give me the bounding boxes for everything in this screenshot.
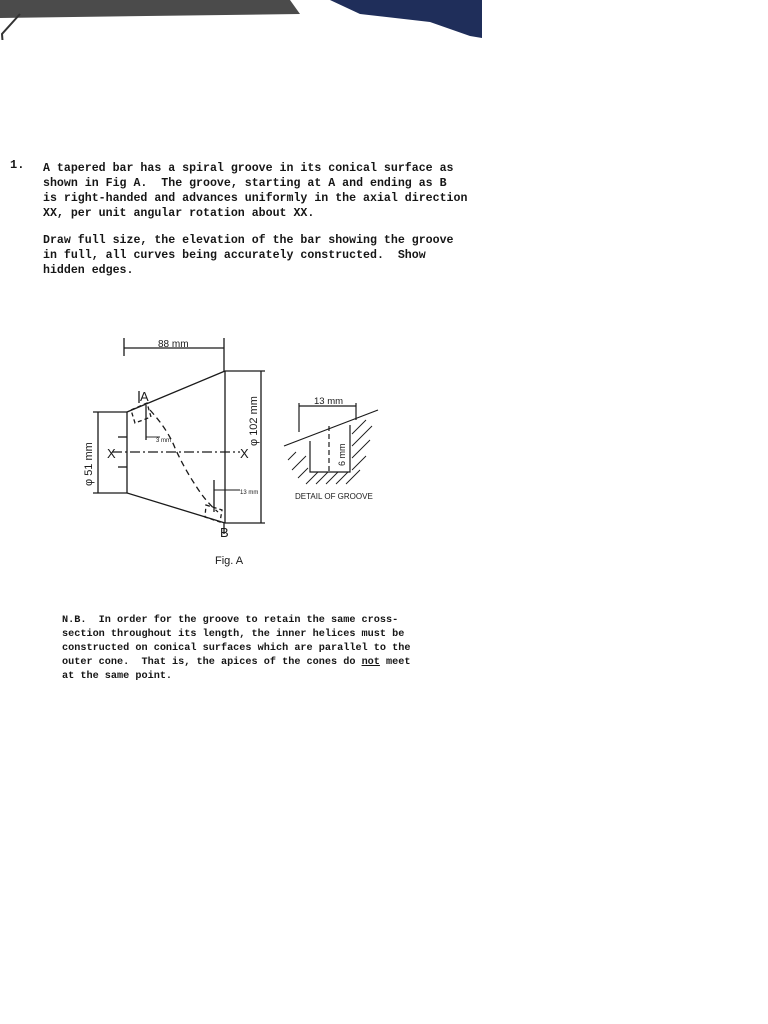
note-line: constructed on conical surfaces which are parallel to the <box>62 643 411 654</box>
text-line: shown in Fig A. The groove, starting at A and ending as B <box>43 177 447 190</box>
point-a-label: A <box>140 389 149 404</box>
detail-caption: DETAIL OF GROOVE <box>295 492 373 501</box>
note-block <box>62 614 410 684</box>
note-line: outer cone. That is, the apices of the cones do <box>62 657 362 668</box>
text-line: Draw full size, the elevation of the bar showing the groove <box>43 234 454 247</box>
figure-caption: Fig. A <box>215 555 244 567</box>
axis-right-label: X <box>240 446 249 461</box>
detail-depth-label: 6 mm <box>337 443 347 466</box>
dim-length-label: 88 mm <box>158 339 189 350</box>
note-line: at the same point. <box>62 671 173 682</box>
large-diameter-label: φ 102 mm <box>248 396 260 446</box>
note-line: section throughout its length, the inner helices must be <box>62 629 405 640</box>
note-line: N.B. In order for the groove to retain the same cross- <box>62 615 399 626</box>
detail-width-label: 13 mm <box>314 396 344 407</box>
axis-left-label: X <box>107 446 116 461</box>
text-line: hidden edges. <box>43 264 134 277</box>
text-line: A tapered bar has a spiral groove in its conical surface as <box>43 162 454 175</box>
point-b-label: B <box>220 525 229 540</box>
groove-offset-label: 13 mm <box>240 490 259 496</box>
question-number: 1. <box>10 158 25 172</box>
note-emphasis: not <box>361 657 380 668</box>
small-offset-label: 3 mm <box>156 438 171 444</box>
text-line: XX, per unit angular rotation about XX. <box>43 207 315 220</box>
text-line: is right-handed and advances uniformly in the axial direction <box>43 192 468 205</box>
small-diameter-label: φ 51 mm <box>83 442 95 486</box>
note-line-end: meet <box>379 657 411 668</box>
text-line: in full, all curves being accurately constructed. Show <box>43 249 426 262</box>
